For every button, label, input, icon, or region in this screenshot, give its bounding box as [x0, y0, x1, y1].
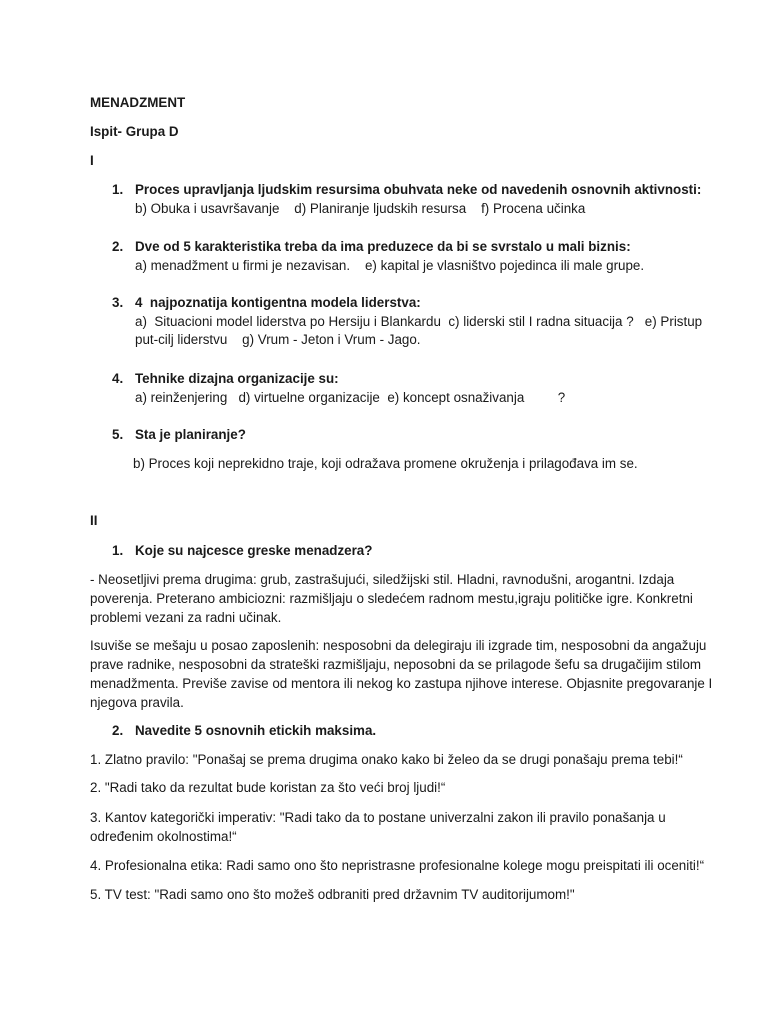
question-text: Proces upravljanja ljudskim resursima obuhvata neke od navedenih osnovnih aktivnosti:	[135, 182, 702, 197]
question-text: 4 najpoznatija kontigentna modela liderstva:	[135, 295, 421, 310]
question-text: Koje su najcesce greske menadzera?	[135, 543, 373, 558]
maxim-line: određenim okolnostima!“	[90, 829, 237, 844]
paragraph-line: poverenja. Preterano ambiciozni: razmišljaju o sledećem radnom mestu,igraju političke igre. Konkretni	[90, 591, 693, 606]
maxim-line: 2. "Radi tako da rezultat bude koristan za što veći broj ljudi!“	[90, 780, 446, 795]
maxim-line: 5. TV test: "Radi samo ono što možeš odbraniti pred državnim TV auditorijumom!"	[90, 887, 575, 902]
question-text: Navedite 5 osnovnih etickih maksima.	[135, 723, 377, 738]
section-numeral-1: I	[90, 153, 94, 168]
answer-line: a) reinženjering d) virtuelne organizacije e) koncept osnaživanja ?	[135, 390, 566, 405]
answer-line: a) Situacioni model liderstva po Hersiju i Blankardu c) liderski stil I radna situacija ? e) Pristup	[135, 314, 703, 329]
paragraph-line: - Neosetljivi prema drugima: grub, zastrašujući, siledžijski stil. Hladni, ravnodušni, arogantni. Izdaja	[90, 572, 675, 587]
document-subtitle: Ispit- Grupa D	[90, 124, 179, 139]
answer-line: put-cilj liderstvu g) Vrum - Jeton i Vrum - Jago.	[135, 332, 421, 347]
question-text: Dve od 5 karakteristika treba da ima preduzece da bi se svrstalo u mali biznis:	[135, 239, 631, 254]
document-title: MENADZMENT	[90, 95, 186, 110]
paragraph-line: njegova pravila.	[90, 695, 184, 710]
section-numeral-2: II	[90, 513, 98, 528]
answer-line: b) Obuka i usavršavanje d) Planiranje ljudskih resursa f) Procena učinka	[135, 201, 586, 216]
question-text: Tehnike dizajna organizacije su:	[135, 371, 339, 386]
question-number: 5.	[112, 427, 124, 442]
question-number: 1.	[112, 543, 124, 558]
question-number: 3.	[112, 295, 124, 310]
question-number: 2.	[112, 723, 124, 738]
question-number: 4.	[112, 371, 124, 386]
paragraph-line: problemi vezani za radni učinak.	[90, 610, 282, 625]
maxim-line: 1. Zlatno pravilo: "Ponašaj se prema drugima onako kako bi želeo da se drugi ponašaju prema tebi!“	[90, 752, 683, 767]
question-number: 2.	[112, 239, 124, 254]
question-text: Sta je planiranje?	[135, 427, 246, 442]
maxim-line: 3. Kantov kategorički imperativ: "Radi tako da to postane univerzalni zakon ili pravilo ponašanja u	[90, 810, 666, 825]
paragraph-line: prave radnike, nesposobni da strateški razmišljaju, neposobni da se prilagode šefu sa drugačijim stilom	[90, 657, 702, 672]
answer-line: a) menadžment u firmi je nezavisan. e) kapital je vlasništvo pojedinca ili male grupe.	[135, 258, 645, 273]
question-number: 1.	[112, 182, 124, 197]
paragraph-line: menadžmenta. Previše zavise od mentora ili nekog ko zastupa njihove interese. Objasnite pregovaranje I	[90, 676, 713, 691]
maxim-line: 4. Profesionalna etika: Radi samo ono što nepristrasne profesionalne kolege mogu preispitati ili oceniti!“	[90, 858, 705, 873]
answer-line: b) Proces koji neprekidno traje, koji odražava promene okruženja i prilagođava im se.	[133, 456, 638, 471]
paragraph-line: Isuviše se mešaju u posao zaposlenih: nesposobni da delegiraju ili izgrade tim, nesposobni da angažuju	[90, 638, 707, 653]
